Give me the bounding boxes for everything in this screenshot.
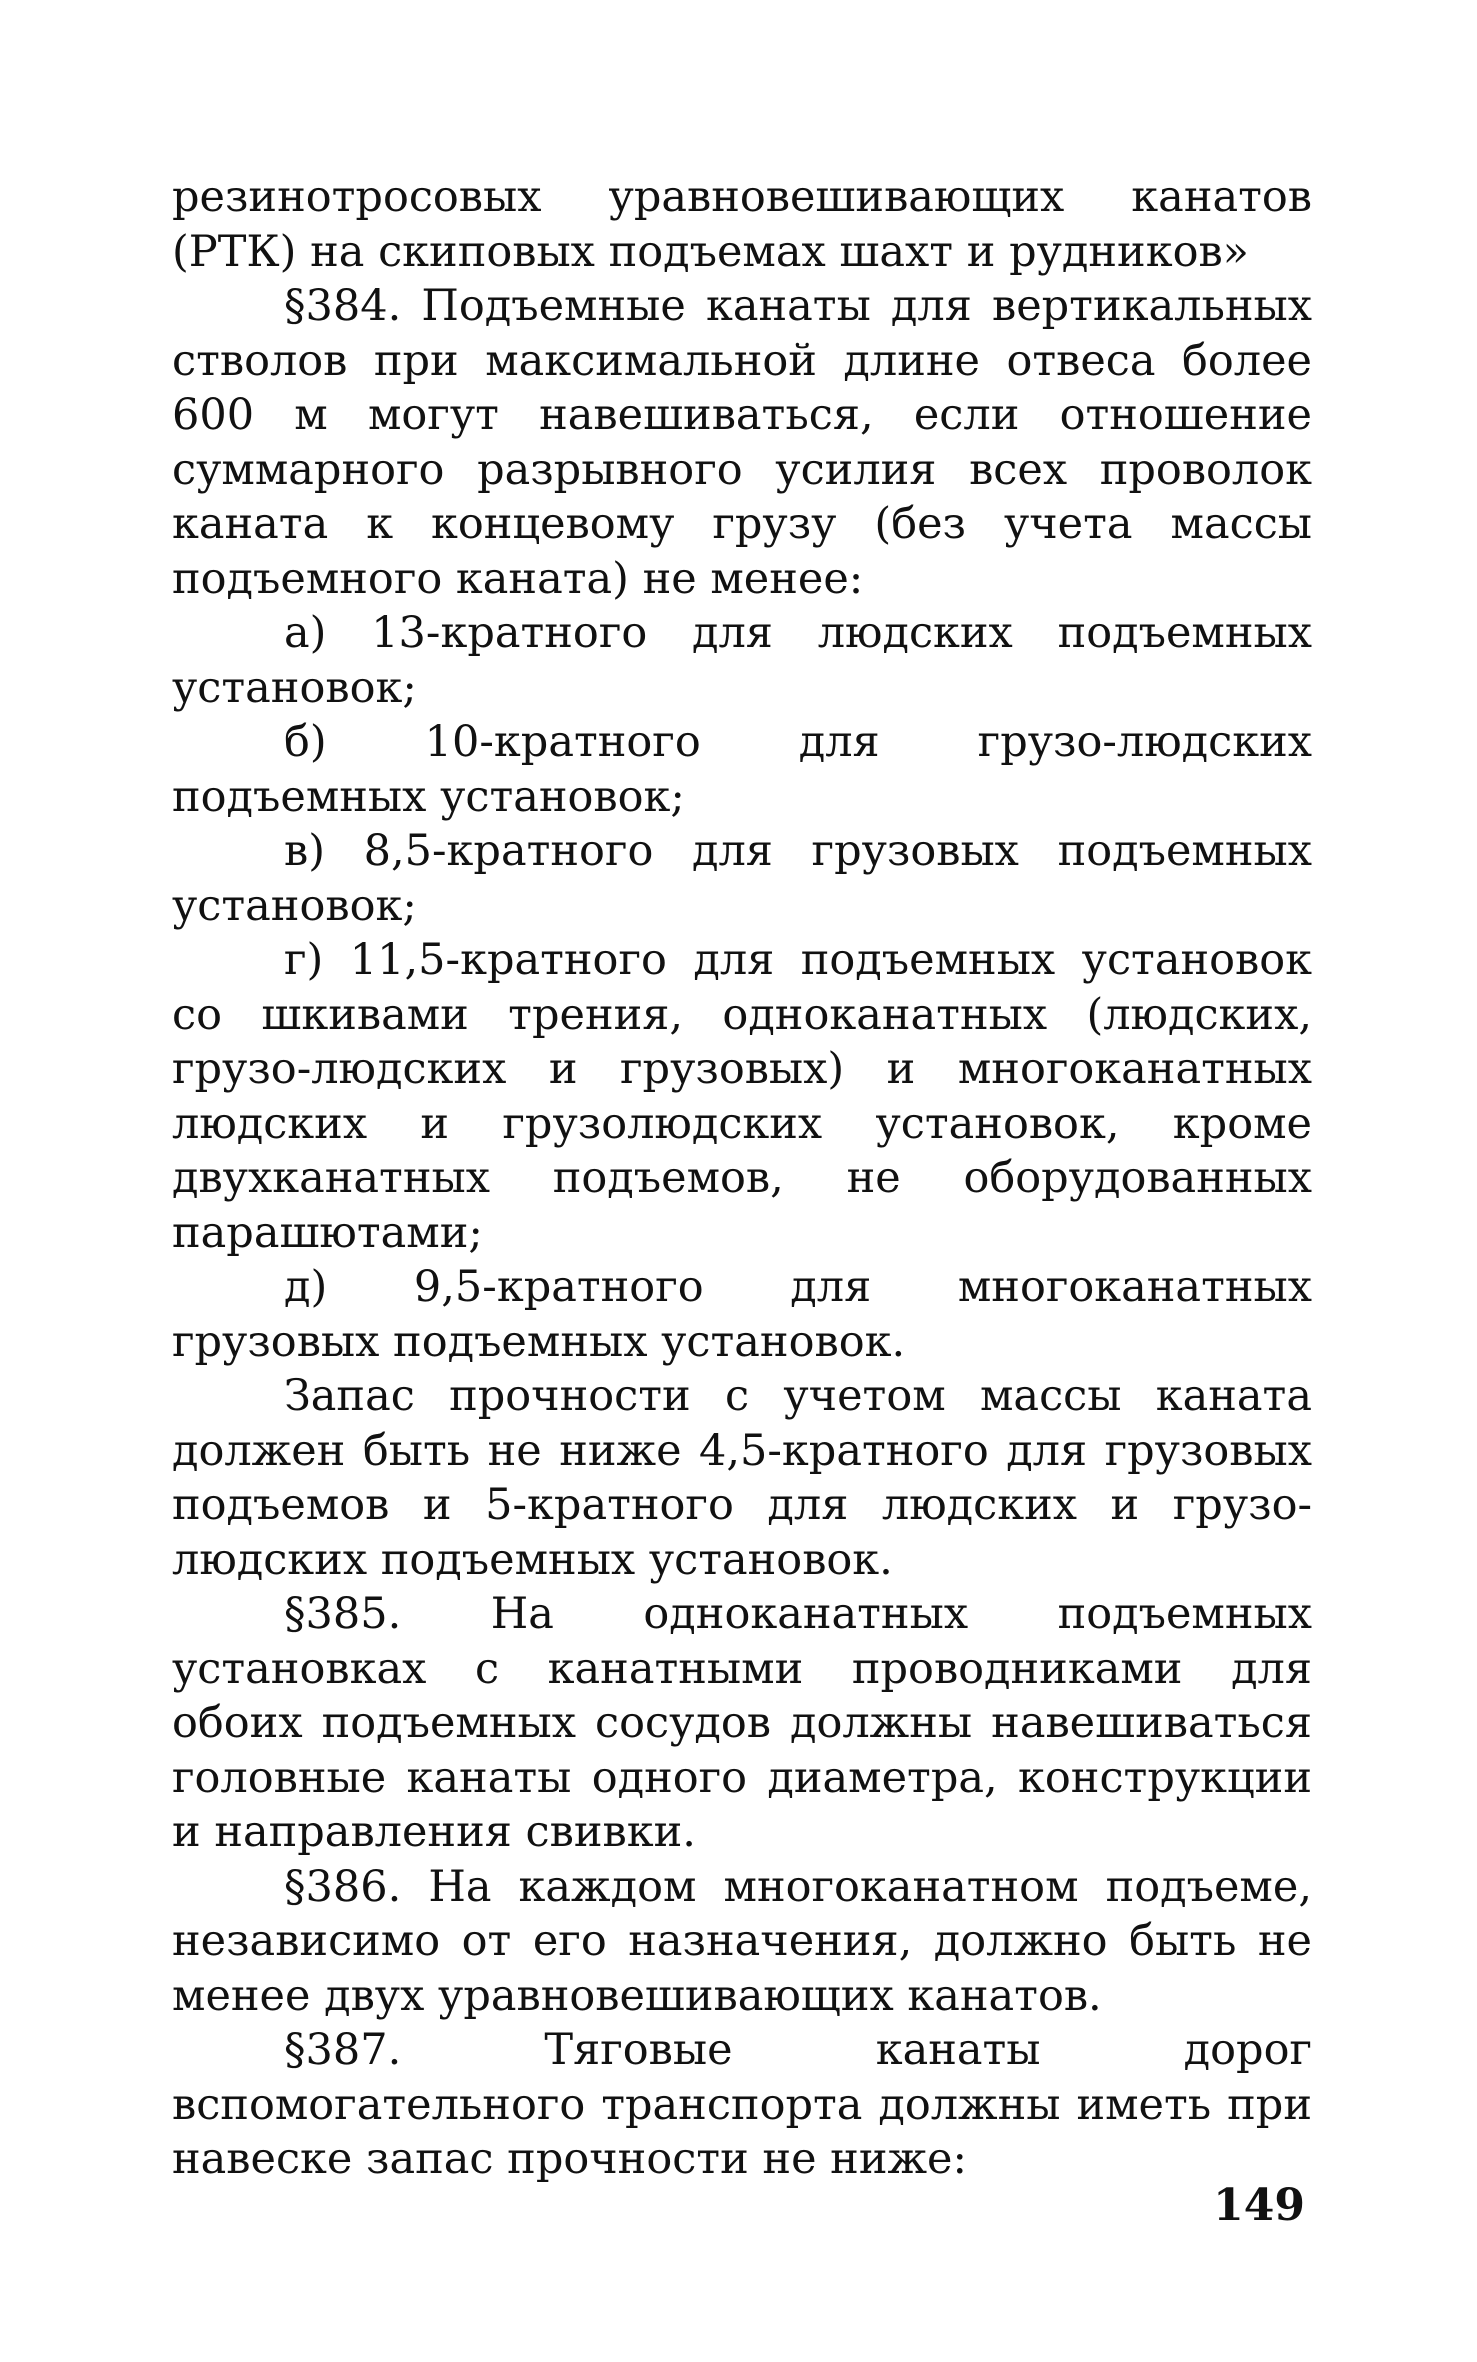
list-item-g: г) 11,5-кратного для подъемных установок со шкивами трения, одноканатных (людских, грузо-людских и грузовых) и многоканатных людских и грузолюдских установок, кроме двухканатных подъемов, не оборудованных парашютами; xyxy=(172,935,1312,1258)
list-item-b: б) 10-кратного для грузо-людских подъемных установок; xyxy=(172,717,1312,822)
list-item-a: а) 13-кратного для людских подъемных установок; xyxy=(172,608,1312,713)
paragraph-rtk-continuation: резинотросовых уравновешивающих канатов (РТК) на скиповых подъемах шахт и рудников» xyxy=(172,172,1312,277)
paragraph-386: §386. На каждом многоканатном подъеме, независимо от его назначения, должно быть не менее двух уравновешивающих канатов. xyxy=(172,1861,1312,2021)
paragraph-385: §385. На одноканатных подъемных установках с канатными проводниками для обоих подъемных сосудов должны навешиваться головные канаты одного диаметра, конструкции и направления свивки. xyxy=(172,1589,1312,1857)
list-item-v: в) 8,5-кратного для грузовых подъемных установок; xyxy=(172,826,1312,931)
list-item-d: д) 9,5-кратного для многоканатных грузовых подъемных установок. xyxy=(172,1262,1312,1367)
page-body xyxy=(172,170,1312,2187)
paragraph-384: §384. Подъемные канаты для вертикальных стволов при максимальной длине отвеса более 600 м могут навешиваться, если отношение суммарного разрывного усилия всех проволок каната к концевому грузу (без учета массы подъемного каната) не менее: xyxy=(172,281,1312,604)
page-number: 149 xyxy=(1213,2180,1305,2231)
paragraph-387: §387. Тяговые канаты дорог вспомогательного транспорта должны иметь при навеске запас прочности не ниже: xyxy=(172,2025,1312,2184)
paragraph-safety-margin: Запас прочности с учетом массы каната должен быть не ниже 4,5-кратного для грузовых подъемов и 5-кратного для людских и грузо-людских подъемных установок. xyxy=(172,1371,1312,1585)
